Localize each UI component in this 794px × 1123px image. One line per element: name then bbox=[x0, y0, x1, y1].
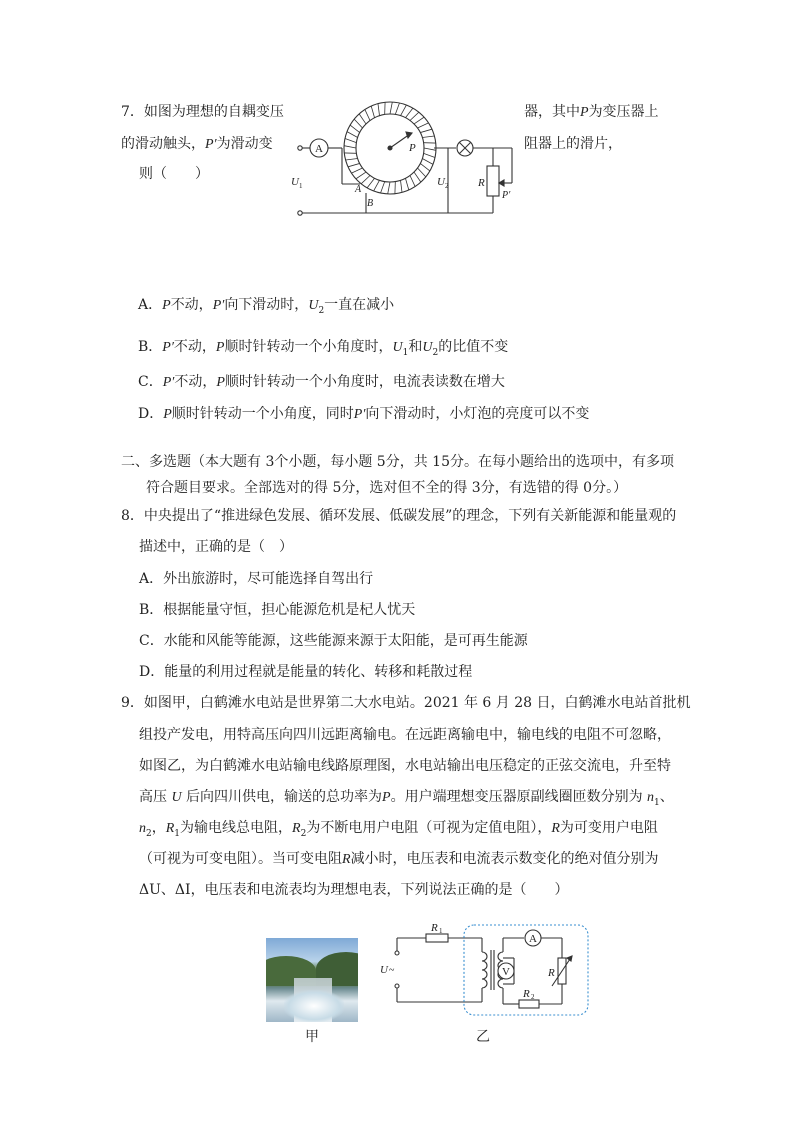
u1-sub: 1 bbox=[299, 182, 303, 190]
u2-sub: 2 bbox=[445, 182, 449, 190]
p-label: P bbox=[409, 142, 416, 154]
q7-option-c: C．P′不动，P顺时针转动一个小角度时，电流表读数在增大 bbox=[138, 374, 505, 390]
section2-heading: 二、多选题（本大题有 3个小题，每小题 5分，共 15分。在每小题给出的选项中，有多项 bbox=[121, 454, 674, 470]
q8-line2: 描述中，正确的是（ ） bbox=[139, 539, 293, 555]
q7-option-a: A．P不动，P′向下滑动时，$U_2$一直在减小 bbox=[138, 297, 395, 316]
r1-resistor-icon bbox=[426, 934, 448, 942]
r1-label: R bbox=[431, 922, 438, 934]
r-label: R bbox=[548, 967, 555, 979]
q7-option-b: B．P′不动，P顺时针转动一个小角度时，$U_1$和$U_2$的比值不变 bbox=[138, 339, 509, 358]
q7-line2-left: 的滑动触头，P′为滑动变 bbox=[121, 136, 273, 152]
b-label: B bbox=[367, 198, 374, 209]
q7-line1-left: 7．如图为理想的自耦变压 bbox=[121, 104, 284, 120]
voltmeter-label: V bbox=[502, 966, 510, 978]
q9-line3: 如图乙，为白鹤滩水电站输电线路原理图，水电站输出电压稳定的正弦交流电，升至特 bbox=[139, 758, 671, 774]
q7-line2-right: 阻器上的滑片， bbox=[524, 136, 622, 152]
q7-line1-right: 器，其中P为变压器上 bbox=[524, 104, 659, 120]
ammeter-label: A bbox=[529, 933, 537, 945]
a-label: A bbox=[355, 184, 362, 195]
q9-line6: （可视为可变电阻）。当可变电阻R减小时，电压表和电流表示数变化的绝对值分别为 bbox=[139, 851, 659, 867]
fig-b-caption: 乙 bbox=[476, 1029, 490, 1045]
q7-line3: 则（ ） bbox=[139, 166, 209, 182]
q8-line1: 8．中央提出了“推进绿色发展、循环发展、低碳发展”的理念，下列有关新能源和能量观的 bbox=[121, 508, 677, 524]
u2-label: U bbox=[437, 176, 445, 188]
q9-line5: $n_2$，$R_1$为输电线总电阻，$R_2$为不断电用户电阻（可视为定值电阻），R为可变用户电阻 bbox=[139, 820, 658, 839]
r2-sub: 2 bbox=[531, 993, 535, 1001]
q9-line7: ΔU、ΔI，电压表和电流表均为理想电表，下列说法正确的是（ ） bbox=[139, 882, 569, 898]
dam-photo bbox=[266, 938, 358, 1022]
q8-option-c: C．水能和风能等能源，这些能源来源于太阳能，是可再生能源 bbox=[139, 633, 528, 649]
u-label: U bbox=[380, 964, 388, 976]
q7-option-d: D．P顺时针转动一个小角度，同时P′向下滑动时，小灯泡的亮度可以不变 bbox=[138, 406, 590, 422]
q8-option-d: D．能量的利用过程就是能量的转化、转移和耗散过程 bbox=[139, 664, 473, 680]
fig-a-caption: 甲 bbox=[305, 1029, 319, 1045]
ammeter-label: A bbox=[315, 143, 323, 155]
q8-option-b: B．根据能量守恒，担心能源危机是杞人忧天 bbox=[139, 602, 416, 618]
r1-sub: 1 bbox=[439, 927, 443, 935]
section2-instructions: 符合题目要求。全部选对的得 5分，选对但不全的得 3分，有选错的得 0分。） bbox=[146, 480, 628, 496]
r-label: R bbox=[478, 177, 485, 189]
rheostat-icon bbox=[487, 166, 499, 196]
r2-label: R bbox=[523, 988, 530, 1000]
q9-line4: 高压 U 后向四川供电，输送的总功率为P。用户端理想变压器原副线圈匝数分别为 $n_1$、 bbox=[139, 789, 674, 808]
pp-label: P′ bbox=[502, 190, 511, 201]
q9-line2: 组投产发电，用特高压向四川远距离输电。在远距离输电中，输电线的电阻不可忽略， bbox=[139, 727, 671, 743]
r2-resistor-icon bbox=[519, 1000, 539, 1008]
q8-option-a: A．外出旅游时，尽可能选择自驾出行 bbox=[139, 571, 374, 587]
q7-circuit-diagram bbox=[288, 88, 520, 223]
q9-circuit-diagram bbox=[374, 920, 594, 1020]
tilde-label: ~ bbox=[389, 965, 395, 976]
q9-line1: 9．如图甲，白鹤滩水电站是世界第二大水电站。2021 年 6 月 28 日，白鹤滩水电站首批机 bbox=[121, 695, 691, 711]
u1-label: U bbox=[291, 176, 299, 188]
